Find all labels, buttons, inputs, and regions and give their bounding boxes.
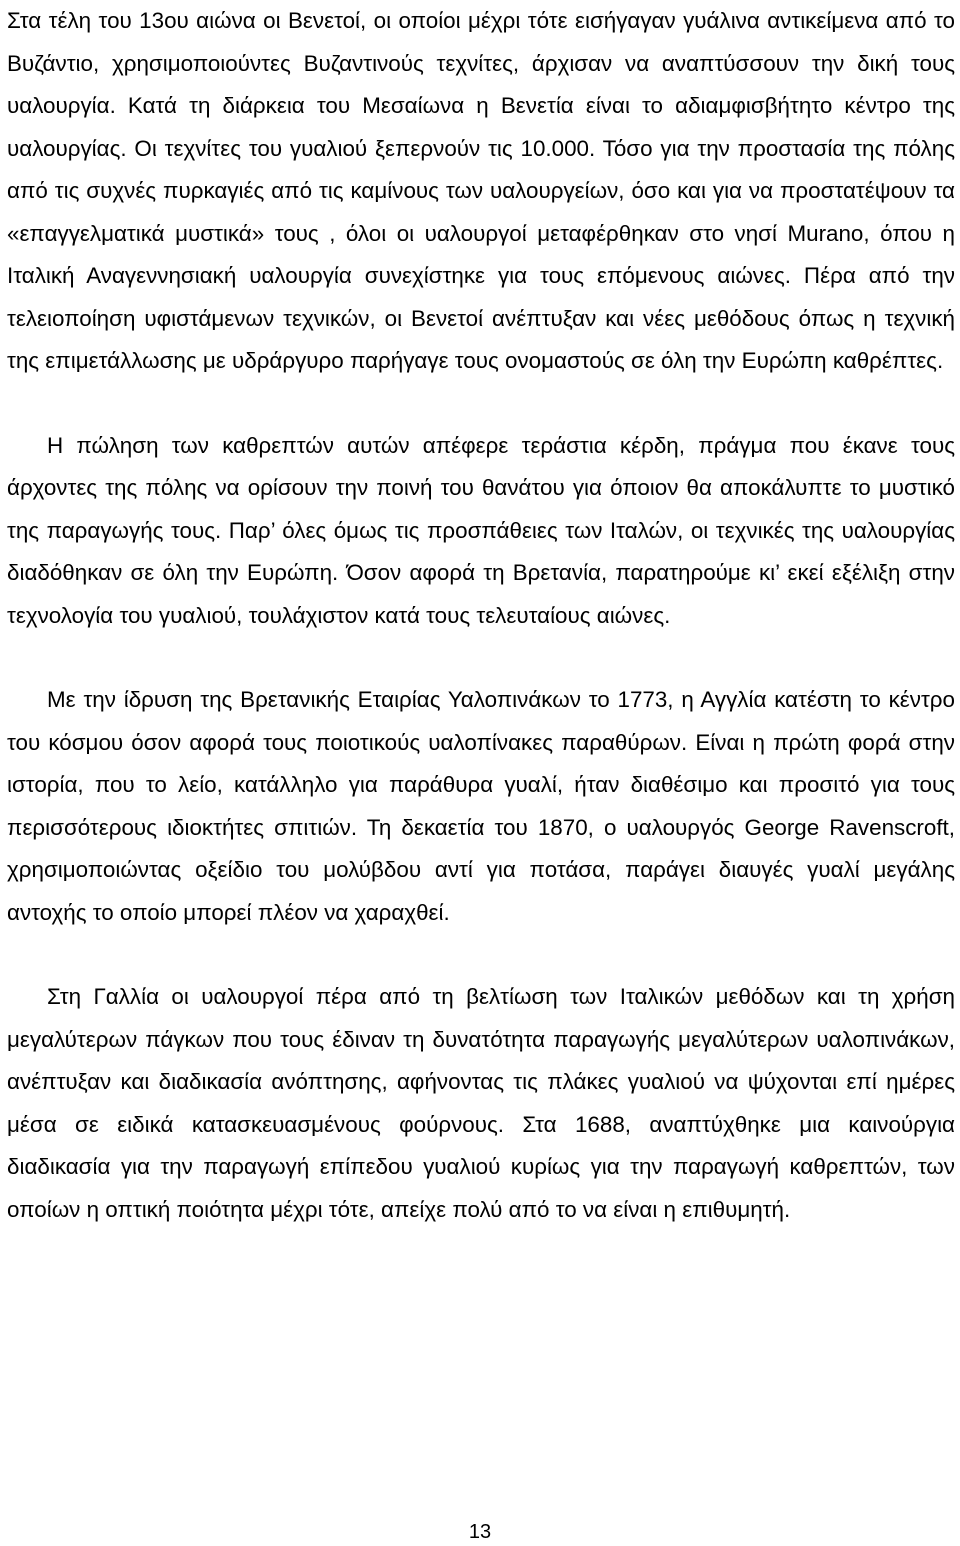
page-number: 13 bbox=[468, 1521, 492, 1543]
paragraph-venice-glassmaking: Στα τέλη του 13ου αιώνα οι Βενετοί, οι οποίοι μέχρι τότε εισήγαγαν γυάλινα αντικείμενα από το Βυζάντιο, χρησιμοποιούντες Βυζαντινούς τεχνίτες, άρχισαν να αναπτύσσουν την δική τους υαλουργία. Κατά τη διάρκεια του Μεσαίωνα η Βενετία είναι το αδιαμφισβήτητο κέντρο της υαλουργίας. Οι τεχνίτες του γυαλιού ξεπερνούν τις 10.000. Τόσο για την προστασία της πόλης από τις συχνές πυρκαγιές από τις καμίνους των υαλουργείων, όσο και για να προστατέψουν τα «επαγγελματικά μυστικά» τους , όλοι οι υαλουργοί μεταφέρθηκαν στο νησί Murano, όπου η Ιταλική Αναγεννησιακή υαλουργία συνεχίστηκε για τους επόμενους αιώνες. Πέρα από την τελειοποίηση υφιστάμενων τεχνικών, οι Βενετοί ανέπτυξαν και νέες μεθόδους όπως η τεχνική της επιμετάλλωσης με υδράργυρο παρήγαγε τους ονομαστούς σε όλη την Ευρώπη καθρέπτες. bbox=[7, 8, 955, 373]
paragraph-french-glassmaking: Στη Γαλλία οι υαλουργοί πέρα από τη βελτίωση των Ιταλικών μεθόδων και τη χρήση μεγαλύτερων πάγκων που τους έδιναν τη δυνατότητα παραγωγής μεγαλύτερων υαλοπινάκων, ανέπτυξαν και διαδικασία ανόπτησης, αφήνοντας τις πλάκες γυαλιού να ψύχονται επί ημέρες μέσα σε ειδικά κατασκευασμένους φούρνους. Στα 1688, αναπτύχθηκε μια καινούργια διαδικασία για την παραγωγή επίπεδου γυαλιού κυρίως για την παραγωγή καθρεπτών, των οποίων η οπτική ποιότητα μέχρι τότε, απείχε πολύ από το να είναι η επιθυμητή. bbox=[7, 984, 955, 1222]
document-body bbox=[7, 0, 955, 1273]
paragraph-mirror-trade: Η πώληση των καθρεπτών αυτών απέφερε τεράστια κέρδη, πράγμα που έκανε τους άρχοντες της πόλης να ορίσουν την ποινή του θανάτου για όποιον θα αποκάλυπτε το μυστικό της παραγωγής τους. Παρ’ όλες όμως τις προσπάθειες των Ιταλών, οι τεχνικές της υαλουργίας διαδόθηκαν σε όλη την Ευρώπη. Όσον αφορά τη Βρετανία, παρατηρούμε κι’ εκεί εξέλιξη στην τεχνολογία του γυαλιού, τουλάχιστον κατά τους τελευταίους αιώνες. bbox=[7, 432, 955, 628]
paragraph-british-plate-glass: Με την ίδρυση της Βρετανικής Εταιρίας Υαλοπινάκων το 1773, η Αγγλία κατέστη το κέντρο του κόσμου όσον αφορά τους ποιοτικούς υαλοπίνακες παραθύρων. Είναι η πρώτη φορά στην ιστορία, που το λείο, κατάλληλο για παράθυρα γυαλί, ήταν διαθέσιμο και προσιτό για τους περισσότερους ιδιοκτήτες σπιτιών. Τη δεκαετία του 1870, ο υαλουργός George Ravenscroft, χρησιμοποιώντας οξείδιο του μολύβδου αντί για ποτάσα, παράγει διαυγές γυαλί μεγάλης αντοχής το οποίο μπορεί πλέον να χαραχθεί. bbox=[7, 687, 955, 925]
